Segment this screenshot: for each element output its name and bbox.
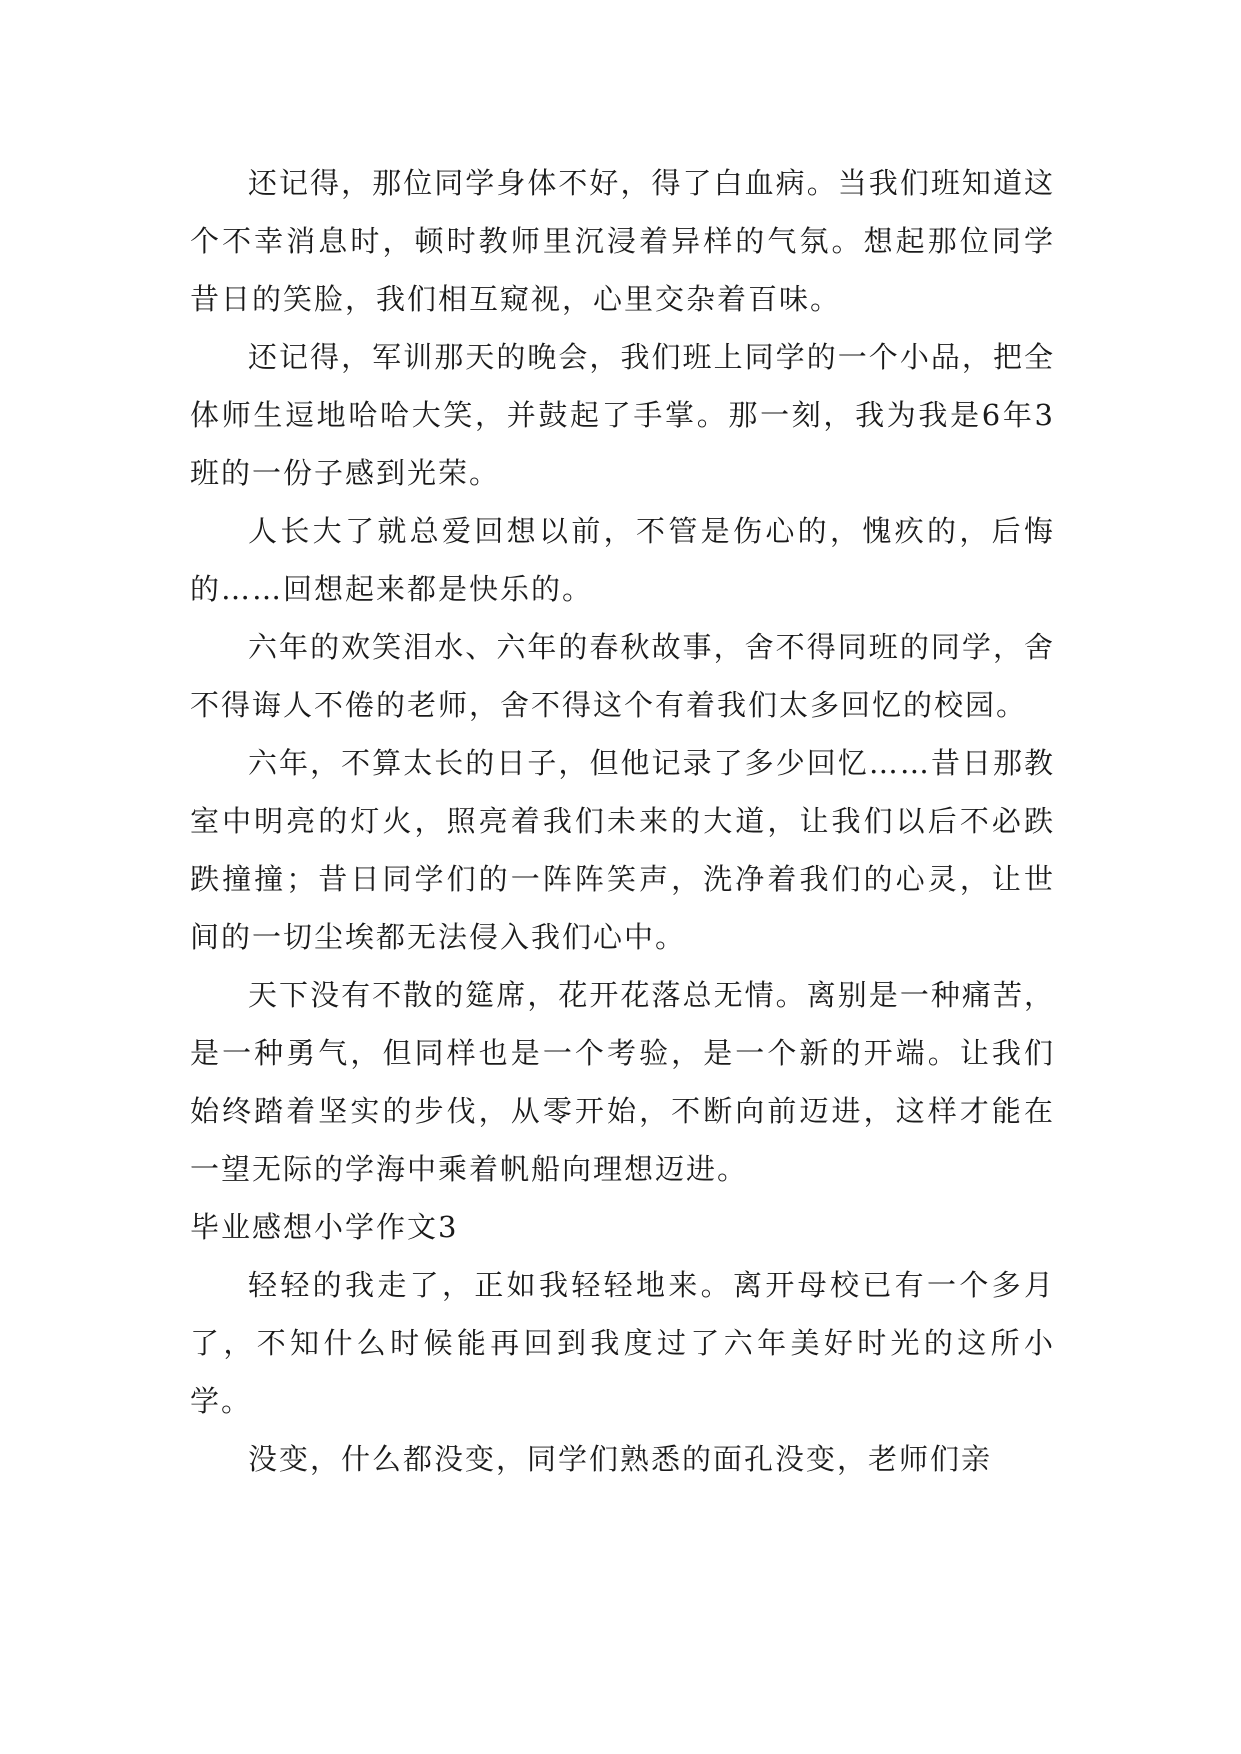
paragraph: 六年，不算太长的日子，但他记录了多少回忆……昔日那教室中明亮的灯火，照亮着我们未来的大道，让我们以后不必跌跌撞撞；昔日同学们的一阵阵笑声，洗净着我们的心灵，让世间的一切尘埃都无法侵入我们心中。 [190, 746, 1055, 954]
paragraph: 还记得，军训那天的晚会，我们班上同学的一个小品，把全体师生逗地哈哈大笑，并鼓起了手掌。那一刻，我为我是6年3班的一份子感到光荣。 [190, 340, 1055, 490]
paragraph: 没变，什么都没变，同学们熟悉的面孔没变，老师们亲 [248, 1442, 993, 1476]
paragraph: 还记得，那位同学身体不好，得了白血病。当我们班知道这个不幸消息时，顿时教师里沉浸着异样的气氛。想起那位同学昔日的笑脸，我们相互窥视，心里交杂着百味。 [190, 166, 1055, 316]
paragraph: 人长大了就总爱回想以前，不管是伤心的，愧疚的，后悔的……回想起来都是快乐的。 [190, 514, 1055, 606]
section-title: 毕业感想小学作文3 [190, 1210, 459, 1244]
document-page [190, 154, 1055, 1488]
paragraph: 天下没有不散的筵席，花开花落总无情。离别是一种痛苦，是一种勇气，但同样也是一个考验，是一个新的开端。让我们始终踏着坚实的步伐，从零开始，不断向前迈进，这样才能在一望无际的学海中乘着帆船向理想迈进。 [190, 978, 1055, 1186]
paragraph: 六年的欢笑泪水、六年的春秋故事，舍不得同班的同学，舍不得诲人不倦的老师，舍不得这个有着我们太多回忆的校园。 [190, 630, 1055, 722]
paragraph: 轻轻的我走了，正如我轻轻地来。离开母校已有一个多月了，不知什么时候能再回到我度过了六年美好时光的这所小学。 [190, 1268, 1055, 1418]
